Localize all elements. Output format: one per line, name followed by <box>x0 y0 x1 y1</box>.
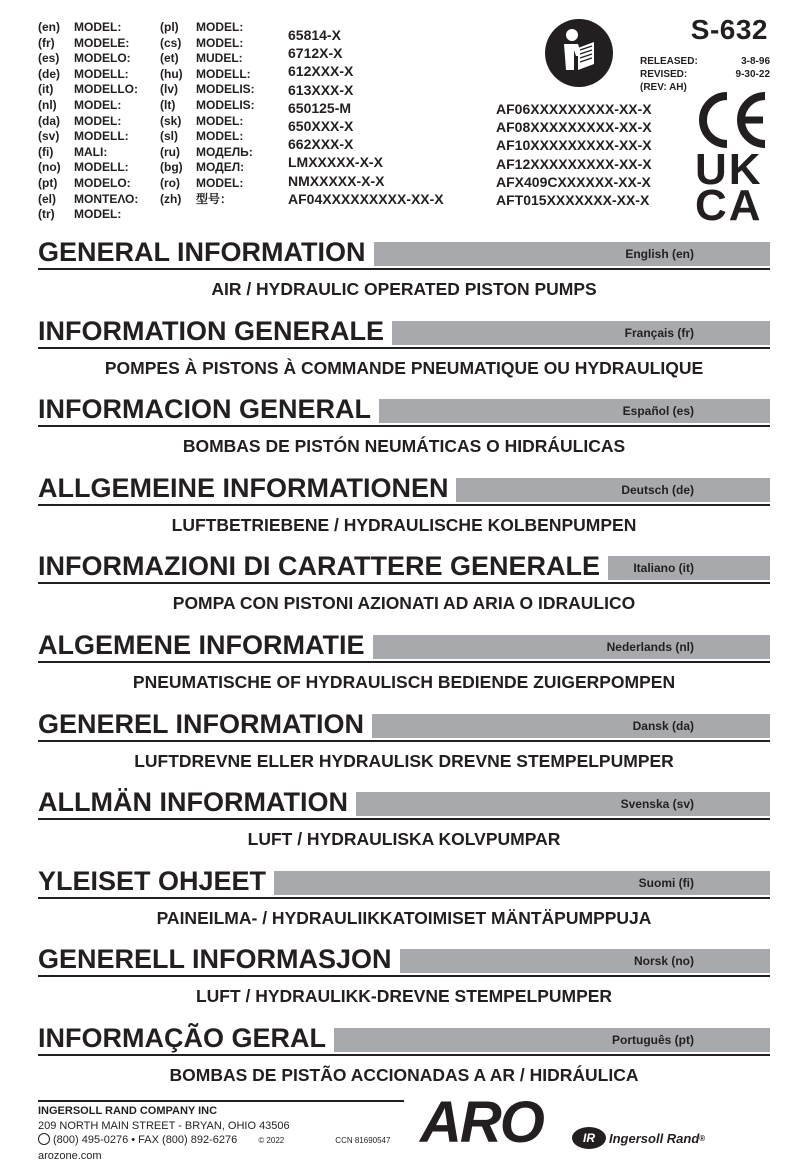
model-label-row <box>160 36 255 52</box>
section-subtitle: LUFT / HYDRAULISKA KOLVPUMPAR <box>247 829 561 850</box>
section-subtitle: LUFTDREVNE ELLER HYDRAULISK DREVNE STEMPELPUMPER <box>134 750 674 771</box>
model-label-row <box>38 192 138 208</box>
model-label-row <box>38 98 138 114</box>
model-number: AFX409CXXXXXX-XX-X <box>496 173 651 190</box>
language-name: Dansk (da) <box>632 718 694 733</box>
section-bar <box>379 399 770 423</box>
model-number: NMXXXXX-X-X <box>288 172 385 189</box>
aro-logo: ARO <box>420 1090 543 1155</box>
model-label-row <box>160 51 255 67</box>
language-code: (sv) <box>38 129 60 144</box>
section-header <box>38 1022 770 1054</box>
section-title: INFORMAZIONI DI CARATTERE GENERALE <box>38 551 600 582</box>
model-label-row <box>160 145 255 161</box>
language-code: (tr) <box>38 207 55 222</box>
model-label: MALI: <box>74 144 108 159</box>
model-label-row <box>38 176 138 192</box>
model-label: MODELO: <box>74 175 131 190</box>
section-title: GENERELL INFORMASJON <box>38 944 392 975</box>
language-name: Português (pt) <box>612 1033 694 1047</box>
model-label-row <box>38 67 138 83</box>
model-label-row <box>38 145 138 161</box>
section-rule <box>38 740 770 742</box>
section-rule <box>38 347 770 349</box>
section-bar <box>274 871 770 895</box>
language-section <box>38 550 770 614</box>
model-number: 65814-X <box>288 27 341 43</box>
section-header <box>38 236 770 268</box>
model-number: 6712X-X <box>288 45 343 62</box>
language-code: (en) <box>38 20 60 34</box>
model-label: MODEL: <box>196 35 244 50</box>
language-code: (it) <box>38 82 54 97</box>
section-bar <box>392 321 770 345</box>
section-title: ALGEMENE INFORMATIE <box>38 630 365 660</box>
language-name: Nederlands (nl) <box>606 640 694 654</box>
section-header <box>38 472 770 504</box>
model-label: MODELL: <box>196 66 251 81</box>
model-label: МОДЕЛЬ: <box>196 144 253 159</box>
model-label-row <box>160 176 255 192</box>
model-label: MODELL: <box>74 129 129 144</box>
ukca-mark: UK CA <box>695 145 763 230</box>
model-label: MODELL: <box>74 66 129 81</box>
revised-date: REVISED: 9-30-22 <box>640 69 770 80</box>
model-label: MODELIS: <box>196 97 255 112</box>
model-label: MODELO: <box>74 51 131 66</box>
language-code: (hu) <box>160 66 183 81</box>
language-code: (nl) <box>38 97 57 112</box>
language-code: (sk) <box>160 113 182 128</box>
section-bar <box>456 478 770 502</box>
language-name: Español (es) <box>622 404 694 419</box>
model-number: AF08XXXXXXXXX-XX-X <box>496 119 652 136</box>
model-numbers-col1 <box>288 26 444 208</box>
model-number: 650125-M <box>288 99 352 116</box>
section-rule <box>38 582 770 584</box>
model-label-row <box>38 160 138 176</box>
model-number: 613XXX-X <box>288 81 354 98</box>
model-label: ΜΟΝΤΕΛΟ: <box>74 191 139 206</box>
model-label: MODELIS: <box>196 82 255 97</box>
language-code: (ru) <box>160 144 180 159</box>
model-label-row <box>160 114 255 130</box>
language-code: (bg) <box>160 160 183 175</box>
copyright: © 2022 <box>258 1136 285 1145</box>
ir-logo-mark: IR <box>572 1127 606 1149</box>
section-title: GENEREL INFORMATION <box>38 708 365 739</box>
section-rule <box>38 818 770 820</box>
section-header <box>38 550 770 582</box>
section-header <box>38 865 770 897</box>
language-code: (zh) <box>160 191 182 206</box>
language-section <box>38 786 770 850</box>
section-bar <box>374 242 771 266</box>
footer <box>38 1100 404 1163</box>
language-code: (pt) <box>38 175 58 190</box>
section-rule <box>38 897 770 899</box>
section-subtitle: PNEUMATISCHE OF HYDRAULISCH BEDIENDE ZUIGERPOMPEN <box>132 672 676 692</box>
footer-rule <box>38 1100 404 1102</box>
company-name: INGERSOLL RAND COMPANY INC <box>38 1105 218 1117</box>
language-section <box>38 315 770 379</box>
read-manual-icon <box>544 18 614 88</box>
language-section <box>38 943 770 1007</box>
language-name: Norsk (no) <box>634 954 694 969</box>
section-header <box>38 315 770 347</box>
language-name: Svenska (sv) <box>620 797 694 812</box>
language-code: (pl) <box>160 20 179 34</box>
model-number: AF06XXXXXXXXX-XX-X <box>496 101 652 117</box>
revision-label: (REV: AH) <box>640 82 687 93</box>
model-label: MODEL: <box>74 113 122 128</box>
model-label: MODEL: <box>74 20 122 34</box>
model-number: AF12XXXXXXXXX-XX-X <box>496 155 652 172</box>
language-section <box>38 393 770 457</box>
company-address: 209 NORTH MAIN STREET - BRYAN, OHIO 43506 <box>38 1119 290 1132</box>
language-code: (lt) <box>160 97 176 112</box>
language-code: (es) <box>38 51 60 66</box>
section-title: YLEISET OHJEET <box>38 865 267 896</box>
language-section <box>38 865 770 929</box>
section-bar <box>608 556 770 580</box>
model-label: MODEL: <box>196 113 244 128</box>
ir-logo-reg: ® <box>699 1133 706 1143</box>
model-label: МОДЕЛ: <box>196 160 245 175</box>
model-number: 662XXX-X <box>288 136 354 153</box>
phone-icon <box>38 1133 50 1145</box>
model-number: AF04XXXXXXXXX-XX-X <box>288 190 444 207</box>
section-rule <box>38 975 770 977</box>
model-label-row <box>160 192 255 208</box>
language-section <box>38 1022 770 1086</box>
language-code: (el) <box>38 191 56 206</box>
model-label: MODEL: <box>74 207 122 222</box>
section-header <box>38 943 770 975</box>
model-label-row <box>38 129 138 145</box>
language-name: Suomi (fi) <box>638 875 694 890</box>
model-label-row <box>38 82 138 98</box>
section-subtitle: POMPES À PISTONS À COMMANDE PNEUMATIQUE OU HYDRAULIQUE <box>104 357 704 378</box>
language-code: (no) <box>38 160 61 175</box>
language-section <box>38 236 770 300</box>
model-label-row <box>38 20 138 36</box>
model-label: MODELE: <box>74 35 130 50</box>
model-label-row <box>160 160 255 176</box>
model-number: AF10XXXXXXXXX-XX-X <box>496 137 652 154</box>
model-label: 型号： <box>196 191 233 206</box>
ccn-number: CCN 81690547 <box>335 1136 391 1145</box>
model-number: LMXXXXX-X-X <box>288 154 383 171</box>
model-label-row <box>38 36 138 52</box>
ingersoll-rand-logo <box>572 1126 705 1150</box>
model-labels-left <box>38 20 138 223</box>
language-code: (ro) <box>160 175 180 190</box>
model-label: MODEL: <box>74 97 122 112</box>
document-number: S-632 <box>690 14 768 45</box>
section-header <box>38 393 770 425</box>
phone-line: (800) 495-0276 • FAX (800) 892-6276 © 2022 CCN 81690547 <box>38 1133 404 1149</box>
language-section <box>38 629 770 693</box>
section-subtitle: BOMBAS DE PISTÓN NEUMÁTICAS O HIDRÁULICAS <box>182 436 626 457</box>
language-code: (lv) <box>160 82 178 97</box>
model-label-row <box>160 20 255 36</box>
language-code: (fr) <box>38 35 55 50</box>
section-header <box>38 708 770 740</box>
language-code: (de) <box>38 66 60 81</box>
section-subtitle: LUFTBETRIEBENE / HYDRAULISCHE KOLBENPUMPEN <box>171 514 637 535</box>
model-numbers-col2 <box>496 100 652 209</box>
website-link[interactable]: arozone.com <box>38 1149 102 1162</box>
language-code: (da) <box>38 113 60 128</box>
model-label-row <box>38 114 138 130</box>
section-rule <box>38 504 770 506</box>
section-title: INFORMATION GENERALE <box>38 315 384 346</box>
language-code: (fi) <box>38 144 54 159</box>
model-number: 650XXX-X <box>288 118 354 135</box>
section-title: ALLGEMEINE INFORMATIONEN <box>38 472 449 503</box>
model-label: MODEL: <box>196 129 244 144</box>
released-date: RELEASED: 3-8-96 <box>640 56 770 67</box>
section-bar <box>400 949 770 973</box>
model-label: MUDEL: <box>196 51 243 66</box>
model-label: MODELLO: <box>74 82 138 97</box>
section-bar <box>356 792 770 816</box>
section-header <box>38 629 770 661</box>
section-subtitle: PAINEILMA- / HYDRAULIIKKATOIMISET MÄNTÄPUMPPUJA <box>156 907 652 928</box>
model-label-row <box>160 129 255 145</box>
section-subtitle: BOMBAS DE PISTÃO ACCIONADAS A AR / HIDRÁULICA <box>169 1065 639 1085</box>
section-bar <box>334 1028 770 1052</box>
section-bar <box>373 635 771 659</box>
model-label-row <box>38 51 138 67</box>
ir-logo-text: Ingersoll Rand <box>609 1130 700 1146</box>
language-name: Français (fr) <box>624 325 694 340</box>
section-title: ALLMÄN INFORMATION <box>38 787 348 818</box>
model-label: MODEL: <box>196 20 244 34</box>
model-label-row <box>38 207 138 223</box>
section-subtitle: LUFT / HYDRAULIKK-DREVNE STEMPELPUMPER <box>195 986 613 1007</box>
section-rule <box>38 425 770 427</box>
model-label-row <box>160 98 255 114</box>
section-subtitle: AIR / HYDRAULIC OPERATED PISTON PUMPS <box>211 279 597 299</box>
model-label: MODEL: <box>196 175 244 190</box>
section-title: INFORMACION GENERAL <box>38 394 371 425</box>
section-rule <box>38 268 770 270</box>
model-number: AFT015XXXXXXX-XX-X <box>496 192 650 209</box>
section-title: GENERAL INFORMATION <box>38 237 366 267</box>
section-bar <box>372 714 770 738</box>
section-rule <box>38 1054 770 1056</box>
language-name: Deutsch (de) <box>621 482 694 497</box>
language-name: Italiano (it) <box>633 561 694 576</box>
model-label-row <box>160 67 255 83</box>
model-labels-right <box>160 20 255 207</box>
section-title: INFORMAÇÃO GERAL <box>38 1023 326 1053</box>
language-code: (sl) <box>160 129 178 144</box>
language-section <box>38 472 770 536</box>
language-section <box>38 708 770 772</box>
section-subtitle: POMPA CON PISTONI AZIONATI AD ARIA O IDRAULICO <box>172 593 636 614</box>
model-label: MODELL: <box>74 160 129 175</box>
model-number: 612XXX-X <box>288 63 354 80</box>
language-name: English (en) <box>625 247 694 261</box>
language-code: (et) <box>160 51 179 66</box>
section-header <box>38 786 770 818</box>
language-code: (cs) <box>160 35 182 50</box>
section-rule <box>38 661 770 663</box>
model-label-row <box>160 82 255 98</box>
